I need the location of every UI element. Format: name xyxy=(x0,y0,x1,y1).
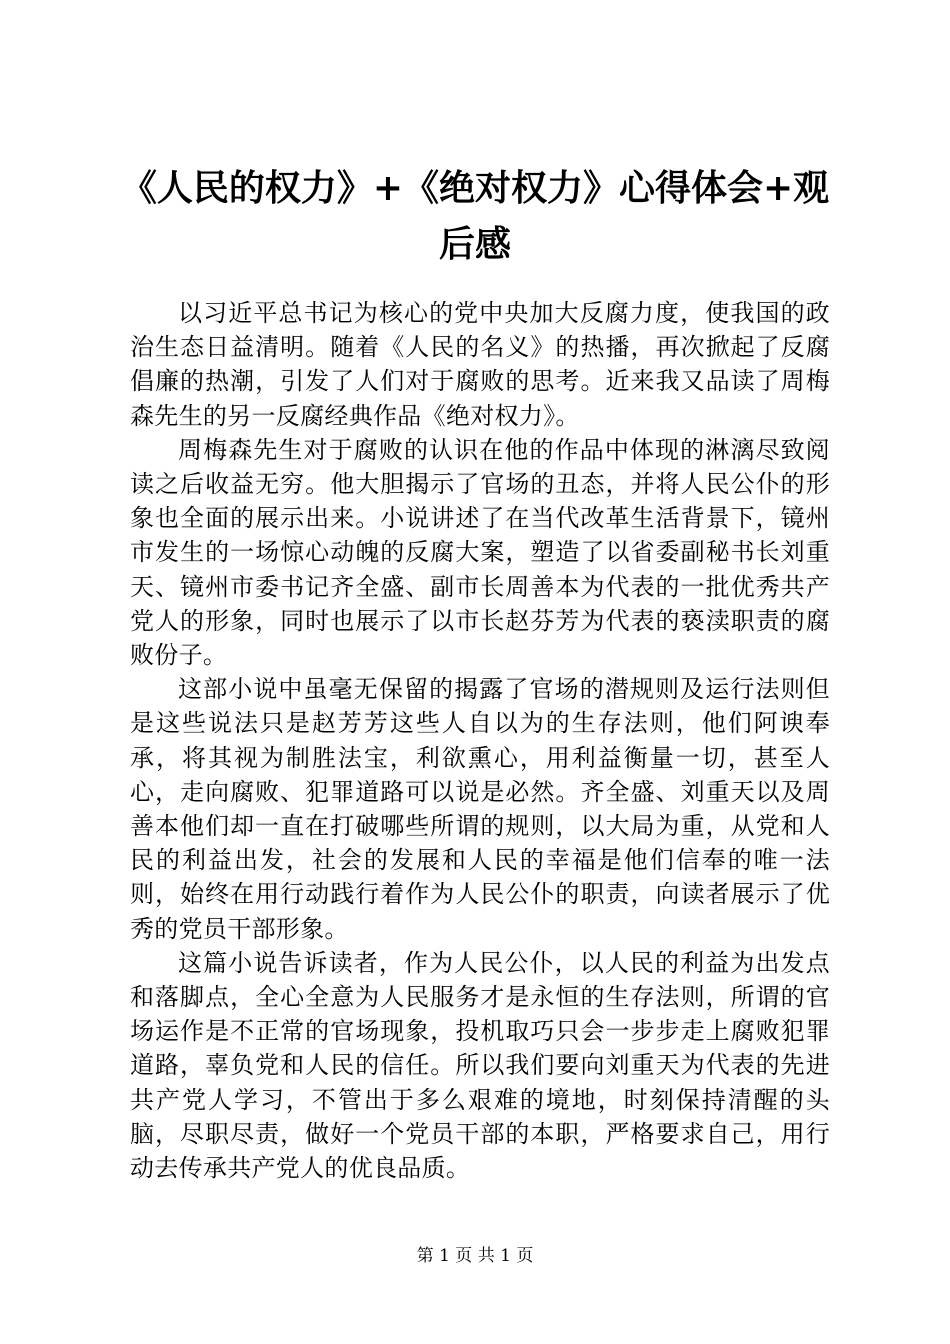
paragraph-3: 这部小说中虽毫无保留的揭露了官场的潜规则及运行法则但是这些说法只是赵芳芳这些人自以为的生存法则，他们阿谀奉承，将其视为制胜法宝，利欲熏心，用利益衡量一切，甚至人心，走向腐败、犯罪道路可以说是必然。齐全盛、刘重天以及周善本他们却一直在打破哪些所谓的规则，以大局为重，从党和人民的利益出发，社会的发展和人民的幸福是他们信奉的唯一法则，始终在用行动践行着作为人民公仆的职责，向读者展示了优秀的党员干部形象。 xyxy=(130,675,830,943)
paragraph-4: 这篇小说告诉读者，作为人民公仆，以人民的利益为出发点和落脚点，全心全意为人民服务才是永恒的生存法则，所谓的官场运作是不正常的官场现象，投机取巧只会一步步走上腐败犯罪道路，辜负党和人民的信任。所以我们要向刘重天为代表的先进共产党人学习，不管出于多么艰难的境地，时刻保持清醒的头脑，尽职尽责，做好一个党员干部的本职，严格要求自己，用行动去传承共产党人的优良品质。 xyxy=(130,948,830,1183)
paragraph-2: 周梅森先生对于腐败的认识在他的作品中体现的淋漓尽致阅读之后收益无穷。他大胆揭示了官场的丑态，并将人民公仆的形象也全面的展示出来。小说讲述了在当代改革生活背景下，镜州市发生的一场惊心动魄的反腐大案，塑造了以省委副秘书长刘重天、镜州市委书记齐全盛、副市长周善本为代表的一批优秀共产党人的形象，同时也展示了以市长赵芬芳为代表的亵渎职责的腐败份子。 xyxy=(130,435,830,670)
paragraph-1: 以习近平总书记为核心的党中央加大反腐力度，使我国的政治生态日益清明。随着《人民的名义》的热播，再次掀起了反腐倡廉的热潮，引发了人们对于腐败的思考。近来我又品读了周梅森先生的另一反腐经典作品《绝对权力》。 xyxy=(130,299,830,430)
page-footer: 第 1 页 共 1 页 xyxy=(416,1246,534,1266)
document-title: 《人民的权力》+《绝对权力》心得体会+观后感 xyxy=(120,167,830,265)
document-body xyxy=(130,296,830,1185)
